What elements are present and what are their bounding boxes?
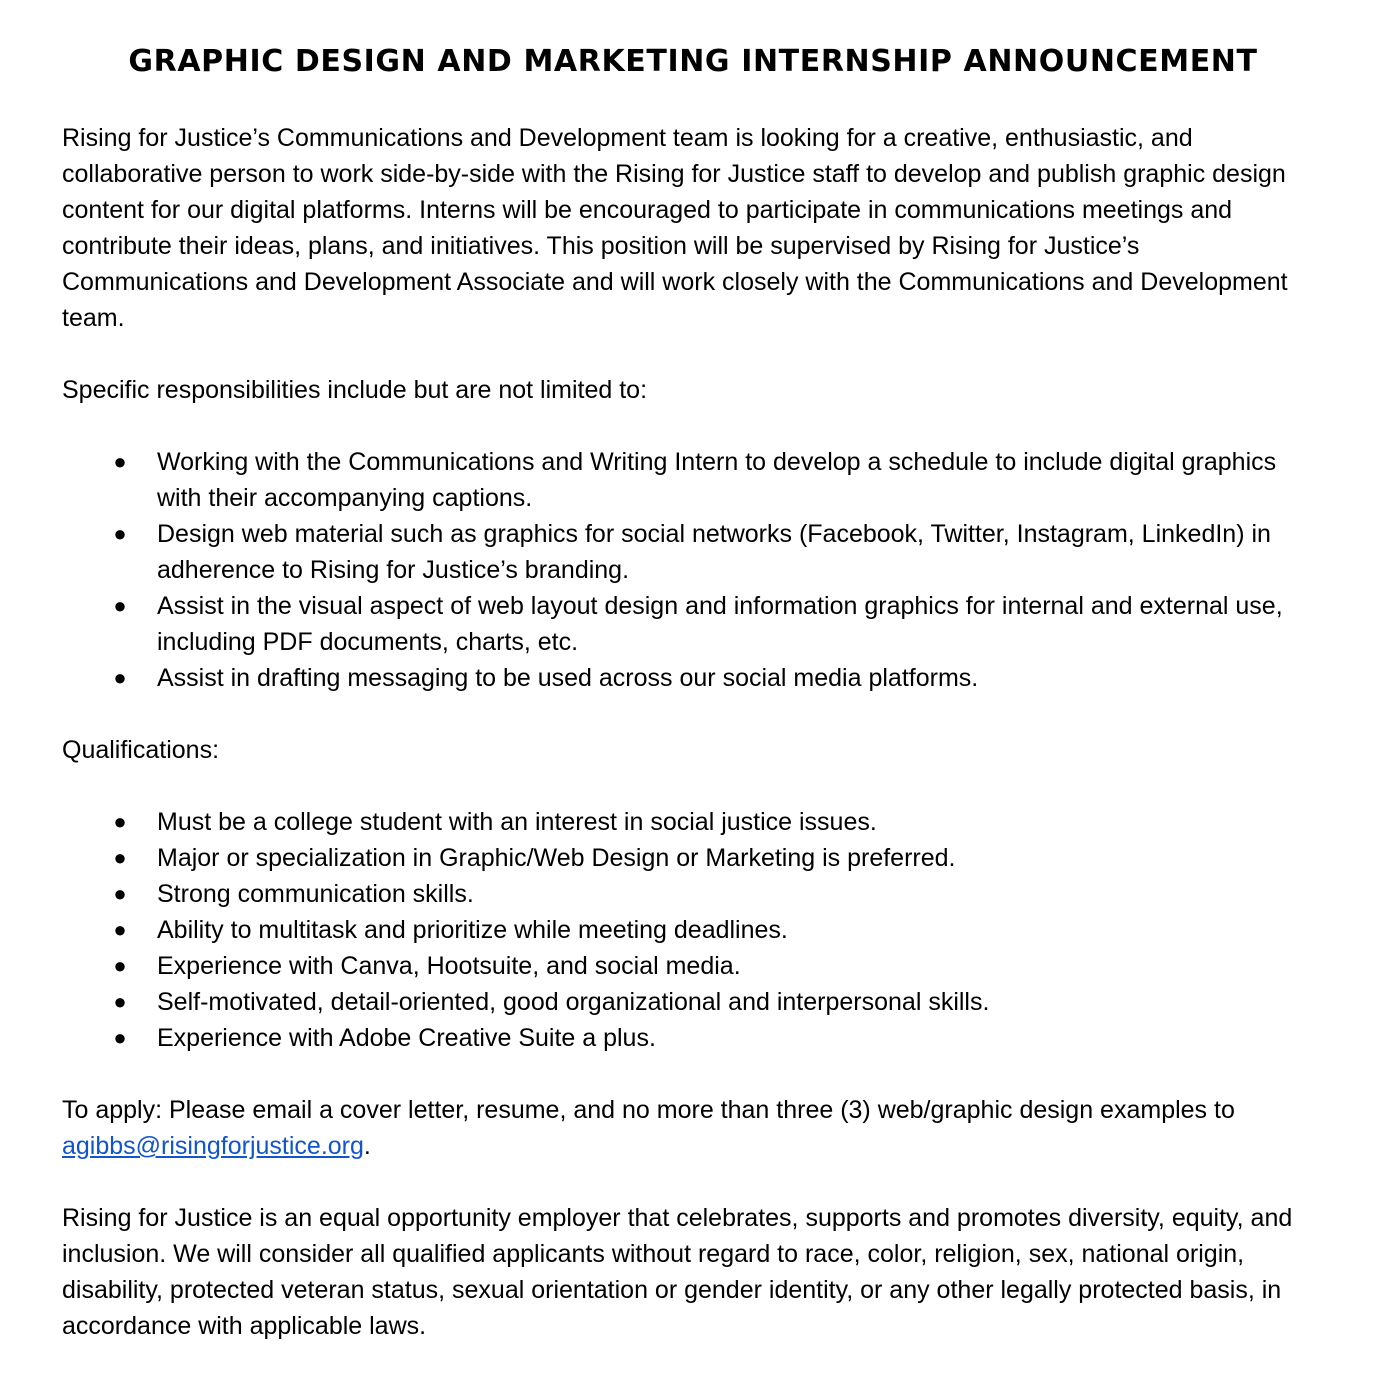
list-item-text: Experience with Canva, Hootsuite, and social media. xyxy=(157,952,741,980)
list-item-text: Design web material such as graphics for social networks (Facebook, Twitter, Instagram, LinkedIn) in adherence to Rising for Justice’s branding. xyxy=(157,520,1271,584)
document-title: GRAPHIC DESIGN AND MARKETING INTERNSHIP ANNOUNCEMENT xyxy=(128,44,1258,79)
list-item xyxy=(62,1020,1316,1056)
list-item xyxy=(62,876,1316,912)
bullet-icon: ● xyxy=(113,809,127,834)
bullet-icon: ● xyxy=(113,521,127,546)
list-item-text: Assist in the visual aspect of web layout design and information graphics for internal and external use, including PDF documents, charts, etc. xyxy=(157,592,1283,656)
bullet-icon: ● xyxy=(113,593,127,618)
list-item-text: Must be a college student with an interest in social justice issues. xyxy=(157,808,877,836)
bullet-icon: ● xyxy=(113,917,127,942)
bullet-icon: ● xyxy=(113,665,127,690)
responsibilities-list xyxy=(62,444,1316,696)
list-item-text: Working with the Communications and Writing Intern to develop a schedule to include digital graphics with their accompanying captions. xyxy=(157,448,1277,512)
apply-text: To apply: Please email a cover letter, resume, and no more than three (3) web/graphic design examples to xyxy=(62,1096,1235,1124)
list-item-text: Experience with Adobe Creative Suite a plus. xyxy=(157,1024,656,1052)
list-item xyxy=(62,948,1316,984)
bullet-icon: ● xyxy=(113,1025,127,1050)
bullet-icon: ● xyxy=(113,989,127,1014)
email-link[interactable]: agibbs@risingforjustice.org xyxy=(62,1132,364,1160)
apply-text-end: . xyxy=(363,1132,371,1160)
eeo-paragraph: Rising for Justice is an equal opportunity employer that celebrates, supports and promotes diversity, equity, and inclusion. We will consider all qualified applicants without regard to race, color, religion, sex, national origin, disability, protected veteran status, sexual orientation or gender identity, or any other legally protected basis, in accordance with applicable laws. xyxy=(62,1204,1293,1340)
list-item xyxy=(62,804,1316,840)
list-item xyxy=(62,660,1316,696)
list-item-text: Major or specialization in Graphic/Web Design or Marketing is preferred. xyxy=(157,844,956,872)
bullet-icon: ● xyxy=(113,881,127,906)
bullet-icon: ● xyxy=(113,953,127,978)
list-item xyxy=(62,516,1316,588)
intro-paragraph: Rising for Justice’s Communications and Development team is looking for a creative, enthusiastic, and collaborative person to work side-by-side with the Rising for Justice staff to develop and publish graphic design content for our digital platforms. Interns will be encouraged to participate in communications meetings and contribute their ideas, plans, and initiatives. This position will be supervised by Rising for Justice’s Communications and Development Associate and will work closely with the Communications and Development team. xyxy=(62,124,1288,332)
list-item-text: Self-motivated, detail-oriented, good organizational and interpersonal skills. xyxy=(157,988,990,1016)
list-item xyxy=(62,444,1316,516)
responsibilities-heading: Specific responsibilities include but are not limited to: xyxy=(62,376,648,404)
apply-paragraph xyxy=(62,1092,1326,1164)
list-item-text: Assist in drafting messaging to be used across our social media platforms. xyxy=(157,664,979,692)
list-item xyxy=(62,984,1316,1020)
list-item xyxy=(62,588,1316,660)
bullet-icon: ● xyxy=(113,449,127,474)
list-item-text: Strong communication skills. xyxy=(157,880,474,908)
qualifications-list xyxy=(62,804,1316,1056)
list-item xyxy=(62,840,1316,876)
list-item-text: Ability to multitask and prioritize while meeting deadlines. xyxy=(157,916,788,944)
bullet-icon: ● xyxy=(113,845,127,870)
list-item xyxy=(62,912,1316,948)
qualifications-heading: Qualifications: xyxy=(62,736,220,764)
